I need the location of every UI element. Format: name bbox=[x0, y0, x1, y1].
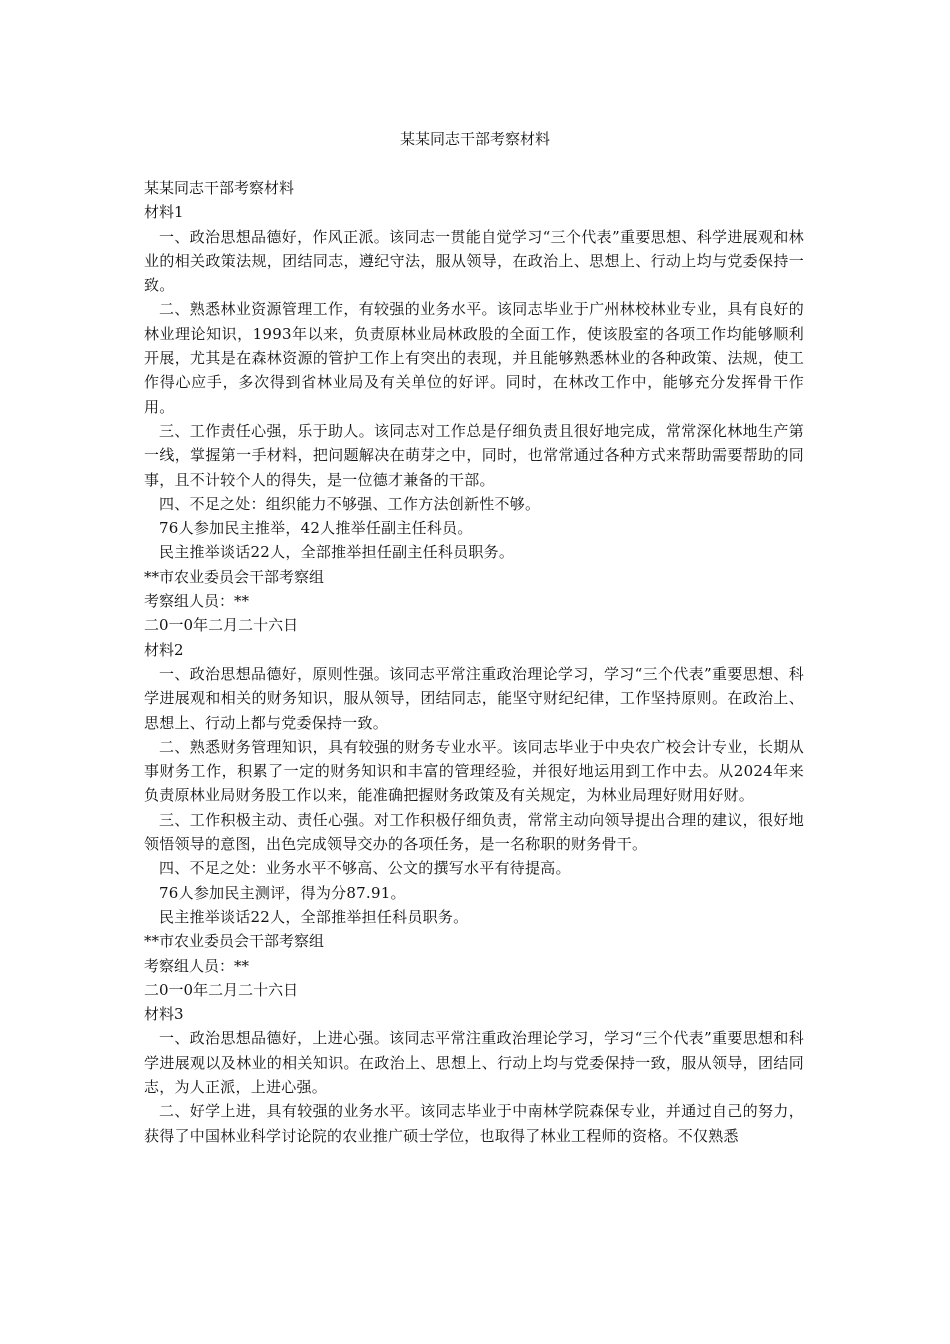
paragraph: 民主推举谈话22人，全部推举担任科员职务。 bbox=[159, 907, 469, 926]
paragraph: 76人参加民主推举，42人推举任副主任科员。 bbox=[159, 519, 473, 538]
paragraph: 二、熟悉财务管理知识，具有较强的财务专业水平。该同志毕业于中央农广校会计专业，长期从事财务工作，积累了一定的财务知识和丰富的管理经验，并很好地运用到工作中去。从2024年来负责原林业局财务股工作以来，能准确把握财务政策及有关规定，为林业局理好财用好财。 bbox=[144, 737, 804, 805]
paragraph: 三、工作责任心强，乐于助人。该同志对工作总是仔细负责且很好地完成，常常深化林地生产第一线，掌握第一手材料，把问题解决在萌芽之中，同时，也常常通过各种方式来帮助需要帮助的同事，且不计较个人的得失，是一位德才兼备的干部。 bbox=[144, 421, 804, 489]
paragraph: 一、政治思想品德好，作风正派。该同志一贯能自觉学习“三个代表”重要思想、科学进展观和林业的相关政策法规，团结同志，遵纪守法，服从领导，在政治上、思想上、行动上均与党委保持一致。 bbox=[144, 227, 804, 295]
paragraph: 一、政治思想品德好，原则性强。该同志平常注重政治理论学习，学习“三个代表”重要思想、科学进展观和相关的财务知识，服从领导，团结同志，能坚守财纪纪律，工作坚持原则。在政治上、思想上、行动上都与党委保持一致。 bbox=[144, 664, 804, 732]
date-line: 二0一0年二月二十六日 bbox=[144, 980, 299, 999]
members-line: 考察组人员：** bbox=[144, 956, 250, 975]
material-label: 材料2 bbox=[144, 640, 184, 659]
org-signature: **市农业委员会干部考察组 bbox=[144, 932, 325, 951]
document-heading: 某某同志干部考察材料 bbox=[144, 179, 295, 197]
paragraph: 三、工作积极主动、责任心强。对工作积极仔细负责，常常主动向领导提出合理的建议，很好地领悟领导的意图，出色完成领导交办的各项任务，是一名称职的财务骨干。 bbox=[144, 810, 804, 854]
org-signature: **市农业委员会干部考察组 bbox=[144, 567, 325, 586]
paragraph: 民主推举谈话22人，全部推举担任副主任科员职务。 bbox=[159, 543, 515, 562]
document-title: 某某同志干部考察材料 bbox=[399, 130, 550, 148]
date-line: 二0一0年二月二十六日 bbox=[144, 616, 299, 635]
material-label: 材料1 bbox=[144, 203, 184, 222]
paragraph: 76人参加民主测评，得为分87.91。 bbox=[159, 883, 406, 902]
paragraph: 二、熟悉林业资源管理工作，有较强的业务水平。该同志毕业于广州林校林业专业，具有良好的林业理论知识，1993年以来，负责原林业局林政股的全面工作，使该股室的各项工作均能够顺利开展，尤其是在森林资源的管护工作上有突出的表现，并且能够熟悉林业的各种政策、法规，使工作得心应手，多次得到省林业局及有关单位的好评。同时，在林改工作中，能够充分发挥骨干作用。 bbox=[144, 300, 804, 416]
paragraph: 一、政治思想品德好，上进心强。该同志平常注重政治理论学习，学习“三个代表”重要思想和科学进展观以及林业的相关知识。在政治上、思想上、行动上均与党委保持一致，服从领导，团结同志，为人正派，上进心强。 bbox=[144, 1029, 804, 1096]
material-label: 材料3 bbox=[144, 1005, 184, 1024]
paragraph: 四、不足之处：组织能力不够强、工作方法创新性不够。 bbox=[159, 494, 541, 513]
paragraph: 四、不足之处：业务水平不够高、公文的撰写水平有待提高。 bbox=[159, 859, 571, 878]
document-body bbox=[144, 176, 804, 1148]
members-line: 考察组人员：** bbox=[144, 592, 250, 611]
paragraph: 二、好学上进，具有较强的业务水平。该同志毕业于中南林学院森保专业，并通过自己的努力，获得了中国林业科学讨论院的农业推广硕士学位，也取得了林业工程师的资格。不仅熟悉 bbox=[144, 1102, 804, 1145]
